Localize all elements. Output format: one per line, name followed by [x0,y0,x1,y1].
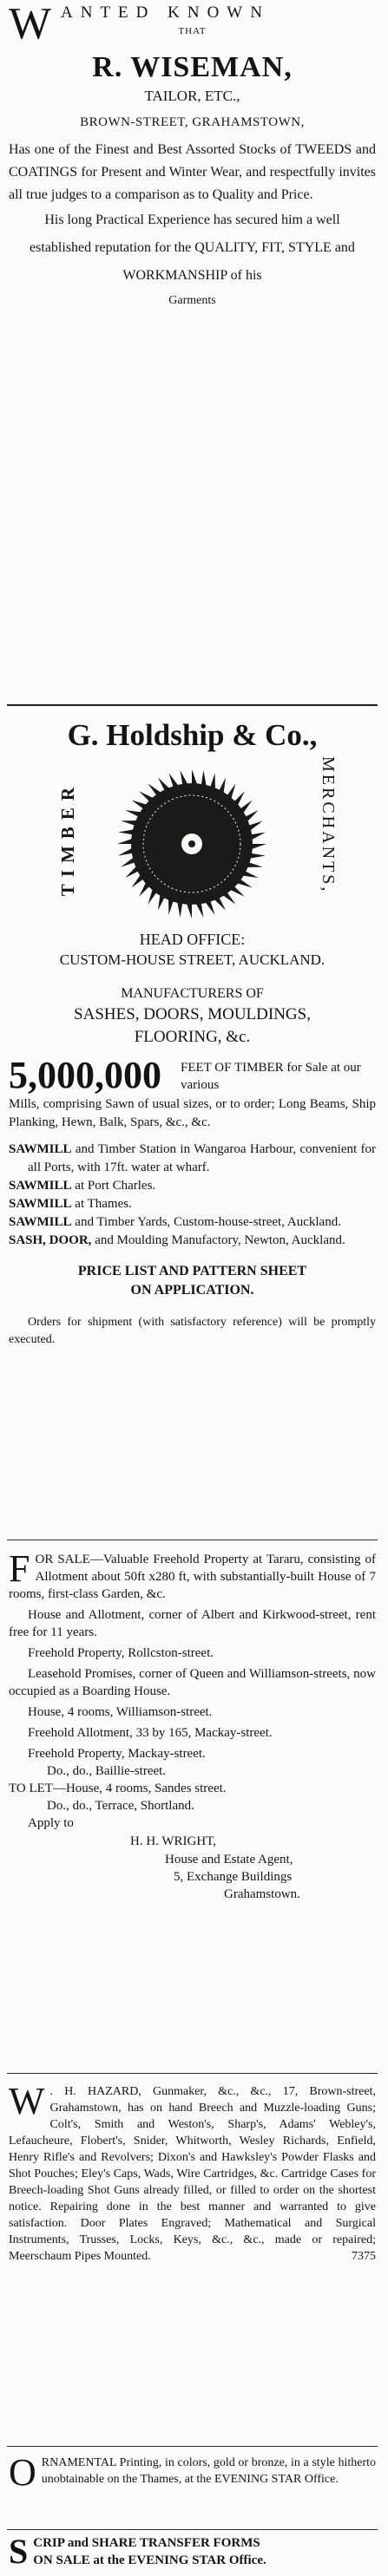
saw-tooth [118,847,134,855]
timber-vertical-label: TIMBER [57,781,78,897]
holdship-name: G. Holdship & Co., [67,718,318,752]
timber-description: Mills, comprising Sawn of usual sizes, or to order; Long Beams, Ship Planking, Hewn, Balk, Spars, &c., &c. [9,1097,376,1129]
sawmill-wangaroa-text: and Timber Station in Wangaroa Harbour, convenient for all Ports, with 17ft. water at wharf. [28,1142,376,1174]
sawmill-port-charles-text: at Port Charles. [71,1179,156,1193]
head-office-label: HEAD OFFICE: [139,931,246,948]
sawmill-label: SAWMILL [9,1142,72,1156]
scrip-advertisement [9,2534,376,2569]
wiseman-advertisement [9,0,376,312]
wiseman-heading-text: ANTED KNOWN [61,3,270,22]
wiseman-garments: Garments [168,294,216,307]
scrip-line-1: CRIP and SHARE TRANSFER FORMS [33,2536,260,2550]
listing-item: Freehold Property, Rollcston-street. [28,1646,214,1660]
listing-item: Freehold Property, Mackay-street. [28,1747,206,1761]
head-office-address: CUSTOM-HOUSE STREET, AUCKLAND. [59,951,326,968]
saw-tooth [192,769,197,785]
apply-to: Apply to [28,1816,74,1830]
divider-rule [7,2073,378,2074]
price-list-line-1: PRICE LIST AND PATTERN SHEET [77,1264,307,1278]
agent-address: 5, Exchange Buildings [174,1870,293,1884]
products-line-2: FLOORING, &c. [134,1028,251,1046]
sash-door-manufactory [9,1232,376,1250]
wiseman-address: BROWN-STREET, GRAHAMSTOWN, [80,115,305,129]
for-sale-lead-text: OR SALE—Valuable Freehold Property at Tararu, consisting of Allotment about 50ft x280 ft, with substantially-built House of 7 rooms, first-class Garden, &c. [9,1553,376,1601]
wiseman-trade: TAILOR, ETC., [144,88,240,104]
wiseman-that: THAT [178,26,207,36]
scrip-body [9,2534,376,2569]
printing-body-text: RNAMENTAL Printing, in colors, gold or bronze, in a style hitherto unobtainable on the Thames, at the EVENING STAR Office. [41,2456,376,2486]
hazard-drop-initial: W [9,2080,45,2122]
holdship-emblem-row [9,755,376,924]
agent-name: H. H. WRIGHT, [130,1834,217,1848]
agent-title: House and Estate Agent, [165,1853,293,1867]
sash-door-text: and Moulding Manufactory, Newton, Auckland. [91,1233,345,1247]
agent-town: Grahamstown. [224,1887,300,1901]
sawmill-label: SAWMILL [9,1179,72,1193]
products-line-1: SASHES, DOORS, MOULDINGS, [74,1005,311,1023]
divider-rule [7,704,378,706]
saw-tooth [251,844,266,849]
timber-quantity: 5,000,000 [9,1054,161,1096]
printing-advertisement [9,2451,376,2494]
listing-item: House and Allotment, corner of Albert and Kirkwood-street, rent free for 11 years. [9,1608,376,1639]
saw-tooth [187,903,192,919]
sash-door-label: SASH, DOOR, [9,1233,92,1247]
sawmill-port-charles [9,1177,376,1195]
saw-tooth [117,839,133,844]
printing-drop-initial: O [9,2451,36,2494]
printing-body [9,2451,376,2494]
manufacturers-heading: MANUFACTURERS OF [121,986,264,1001]
wiseman-heading [9,0,376,49]
listing-item: TO LET—House, 4 rooms, Sandes street. [9,1782,227,1795]
hazard-advertisement [9,2080,376,2265]
wiseman-name: R. WISEMAN, [92,51,293,83]
listing-item: Freehold Allotment, 33 by 165, Mackay-street. [28,1726,273,1740]
listing-item: Do., do., Terrace, Shortland. [47,1799,194,1813]
sawmill-thames [9,1195,376,1213]
for-sale-drop-initial: F [9,1547,30,1590]
merchants-vertical-label: MERCHANTS, [319,756,338,894]
sawmill-auckland-text: and Timber Yards, Custom-house-street, Auckland. [71,1215,341,1229]
divider-rule [7,2446,378,2447]
scrip-line-2: ON SALE at the EVENING STAR Office. [33,2553,266,2567]
wiseman-drop-initial: W [9,0,52,49]
sawmill-label: SAWMILL [9,1215,72,1229]
listing-item: House, 4 rooms, Williamson-street. [28,1705,213,1719]
divider-rule [7,2529,378,2530]
for-sale-lead [9,1547,376,1603]
orders-note: Orders for shipment (with satisfactory reference) will be promptly executed. [9,1316,376,1346]
wiseman-body-experience: His long Practical Experience has secured him a well established reputation for the QUALITY, FIT, STYLE and WORKMANSHIP of his [30,212,355,283]
sawmill-wangaroa [9,1141,376,1177]
hazard-reference-number: 7375 [352,2250,376,2263]
circular-saw-icon [109,762,274,926]
sawmill-auckland [9,1213,376,1232]
price-list-line-2: ON APPLICATION. [130,1283,254,1298]
hazard-body-text: . H. HAZARD, Gunmaker, &c., &c., 17, Brown-street, Grahamstown, has on hand Breech and Muzzle-loading Guns; Colt's, Smith and Weston's, Sharp's, Adams' Webley's, Lefaucheure, Flobert's, Snider, Whitworth, Wesley Richards, Enfield, Henry Rifle's and Revolvers; Dixon's and Hawksley's Powder Flasks and Shot Pouches; Eley's Caps, Wads, Wire Cartridges, &c. Cartridge Cases for Breech-loading Shot Guns already filled, or filled to order on the shortest notice. Repairing done in the best manner and warranted to give satisfaction. Door Plates Engraved; Mathematical and Surgical Instruments, Trusses, Locks, Keys, &c., &c., made or repaired; Meerschaum Pipes Mounted. [9,2085,376,2263]
sawmill-label: SAWMILL [9,1197,72,1211]
sawmill-thames-text: at Thames. [71,1197,132,1211]
timber-feet-line: FEET OF TIMBER for Sale at our various [181,1061,361,1092]
hazard-body [9,2080,376,2265]
holdship-advertisement [9,716,376,1349]
wright-advertisement [9,1547,376,1903]
saw-tooth [195,902,203,918]
wiseman-body-stocks: Has one of the Finest and Best Assorted Stocks of TWEEDS and COATINGS for Present and Winter Wear, and respectfully invites all true judges to a comparison as to Quality and Price. [9,142,376,202]
saw-tooth [181,770,188,786]
timber-quantity-row [9,1054,376,1096]
scrip-drop-initial: S [9,2532,29,2571]
listing-item: Leasehold Promises, corner of Queen and Williamson-streets, now occupied as a Boarding House. [9,1667,376,1698]
listing-item: Do., do., Baillie-street. [47,1764,167,1778]
saw-tooth [250,833,266,840]
